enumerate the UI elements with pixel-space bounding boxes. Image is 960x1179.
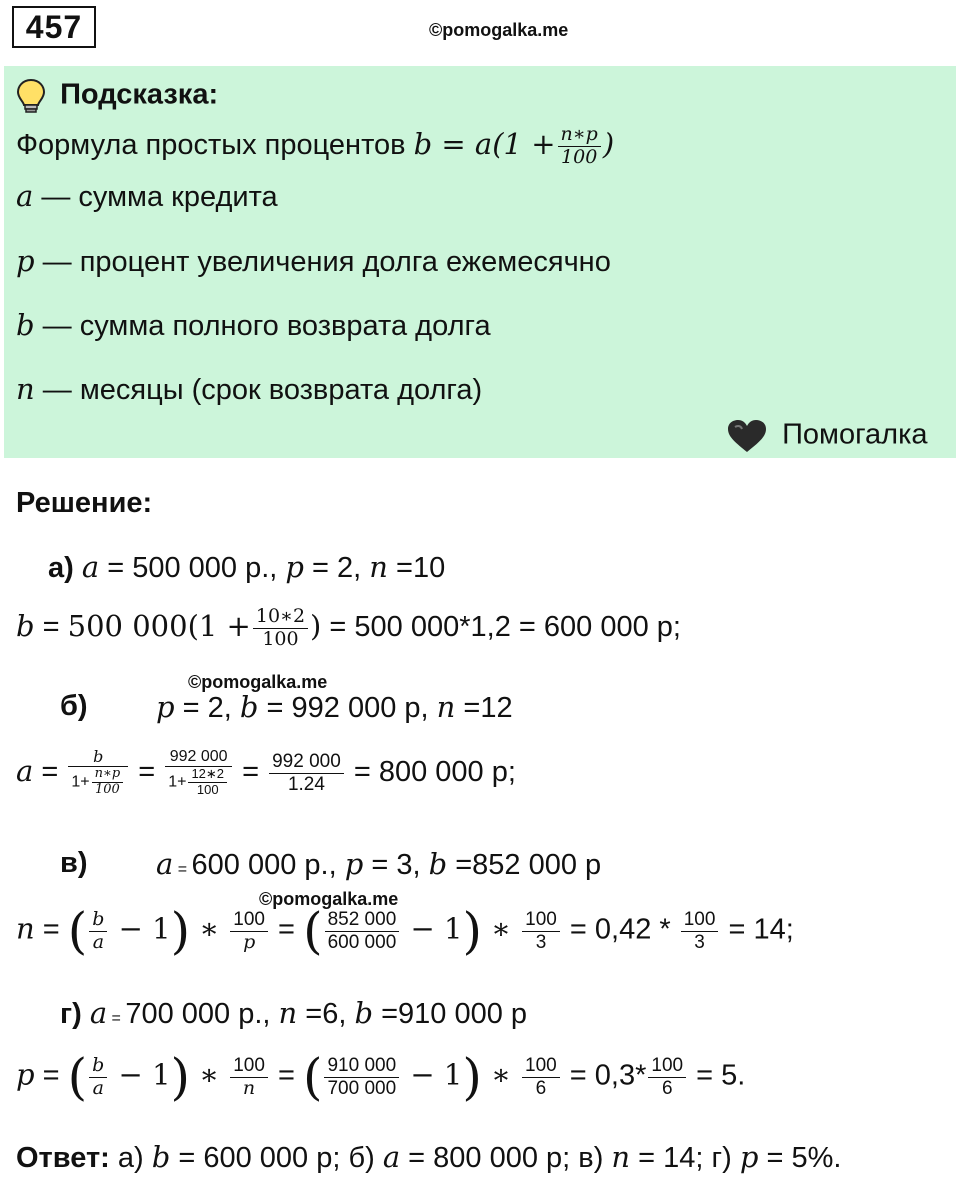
formula-text: Формула простых процентов bbox=[16, 129, 406, 161]
hint-title-text: Подсказка: bbox=[60, 78, 219, 111]
part-b-fraction-2: 992 000 1+ $\frac{12∗2}{100}$ bbox=[165, 748, 232, 798]
hint-title bbox=[16, 78, 218, 114]
part-b-fraction-3: $\frac{992 000}{1.24}$ bbox=[269, 751, 344, 796]
part-v-condition: в) bbox=[60, 847, 88, 879]
def-p: p — процент увеличения долга ежемесячно bbox=[16, 244, 611, 278]
answer-line: Ответ: а) b = 600 000 р; б) a = 800 000 р; в) n = 14; г) p = 5%. bbox=[16, 1140, 842, 1174]
part-a-formula: b = 500 000(1 + $\frac{10∗2}{100}$ ) = 500 000*1,2 = 600 000 р; bbox=[16, 605, 681, 650]
brand bbox=[726, 418, 928, 454]
part-a-condition: а) a = 500 000 р., p = 2, n =10 bbox=[48, 550, 446, 584]
task-number: 457 bbox=[12, 6, 96, 48]
part-b-condition: б) bbox=[60, 690, 88, 722]
watermark-top: ©pomogalka.me bbox=[429, 20, 569, 40]
watermark-bottom: ©pomogalka.me bbox=[259, 889, 399, 909]
part-v-formula: n = ( $\frac{b}{a}$ − 1) ∗ $\frac{100}{p}$ = ( $\frac{852 000}{600 000}$ − 1) ∗ $\frac{100}{3}$ = 0,42 * $\frac{100}{3}$ = 14; bbox=[16, 902, 794, 960]
part-v-values: a = 600 000 р., p = 3, b =852 000 р bbox=[156, 847, 602, 881]
part-a-fraction: $\frac{10∗2}{100}$ bbox=[253, 606, 308, 651]
part-b-formula: a = b 1+ $\frac{n∗p}{100}$ = 992 000 1+ $\frac{12∗2}{100}$ = $\frac{992 000}{1.24}$ = 800 000 р; bbox=[16, 747, 516, 798]
formula-fraction: $\frac{n∗p}{100}$ bbox=[558, 124, 601, 169]
heart-icon bbox=[726, 419, 782, 451]
watermark-mid: ©pomogalka.me bbox=[188, 672, 328, 692]
brand-name: Помогалка bbox=[782, 418, 928, 451]
lightbulb-icon bbox=[16, 79, 60, 111]
part-b-fraction-1: b 1+ $\frac{n∗p}{100}$ bbox=[68, 748, 128, 798]
def-b: b — сумма полного возврата долга bbox=[16, 308, 491, 342]
part-b-values: p = 2, b = 992 000 р, n =12 bbox=[156, 690, 513, 724]
part-g-condition: г) a = 700 000 р., n =6, b =910 000 р bbox=[60, 996, 528, 1030]
formula-lhs: b = a(1 + bbox=[413, 127, 556, 161]
hint-formula bbox=[16, 124, 614, 169]
def-n: n — месяцы (срок возврата долга) bbox=[16, 372, 483, 406]
hint-box bbox=[4, 66, 956, 458]
solution-title: Решение: bbox=[16, 487, 153, 519]
part-g-formula: p = ( $\frac{b}{a}$ − 1) ∗ $\frac{100}{n}$ = ( $\frac{910 000}{700 000}$ − 1) ∗ $\frac{100}{6}$ = 0,3* $\frac{100}{6}$ = 5. bbox=[16, 1048, 746, 1106]
formula-close: ) bbox=[602, 127, 615, 161]
def-a: a — сумма кредита bbox=[16, 179, 278, 213]
